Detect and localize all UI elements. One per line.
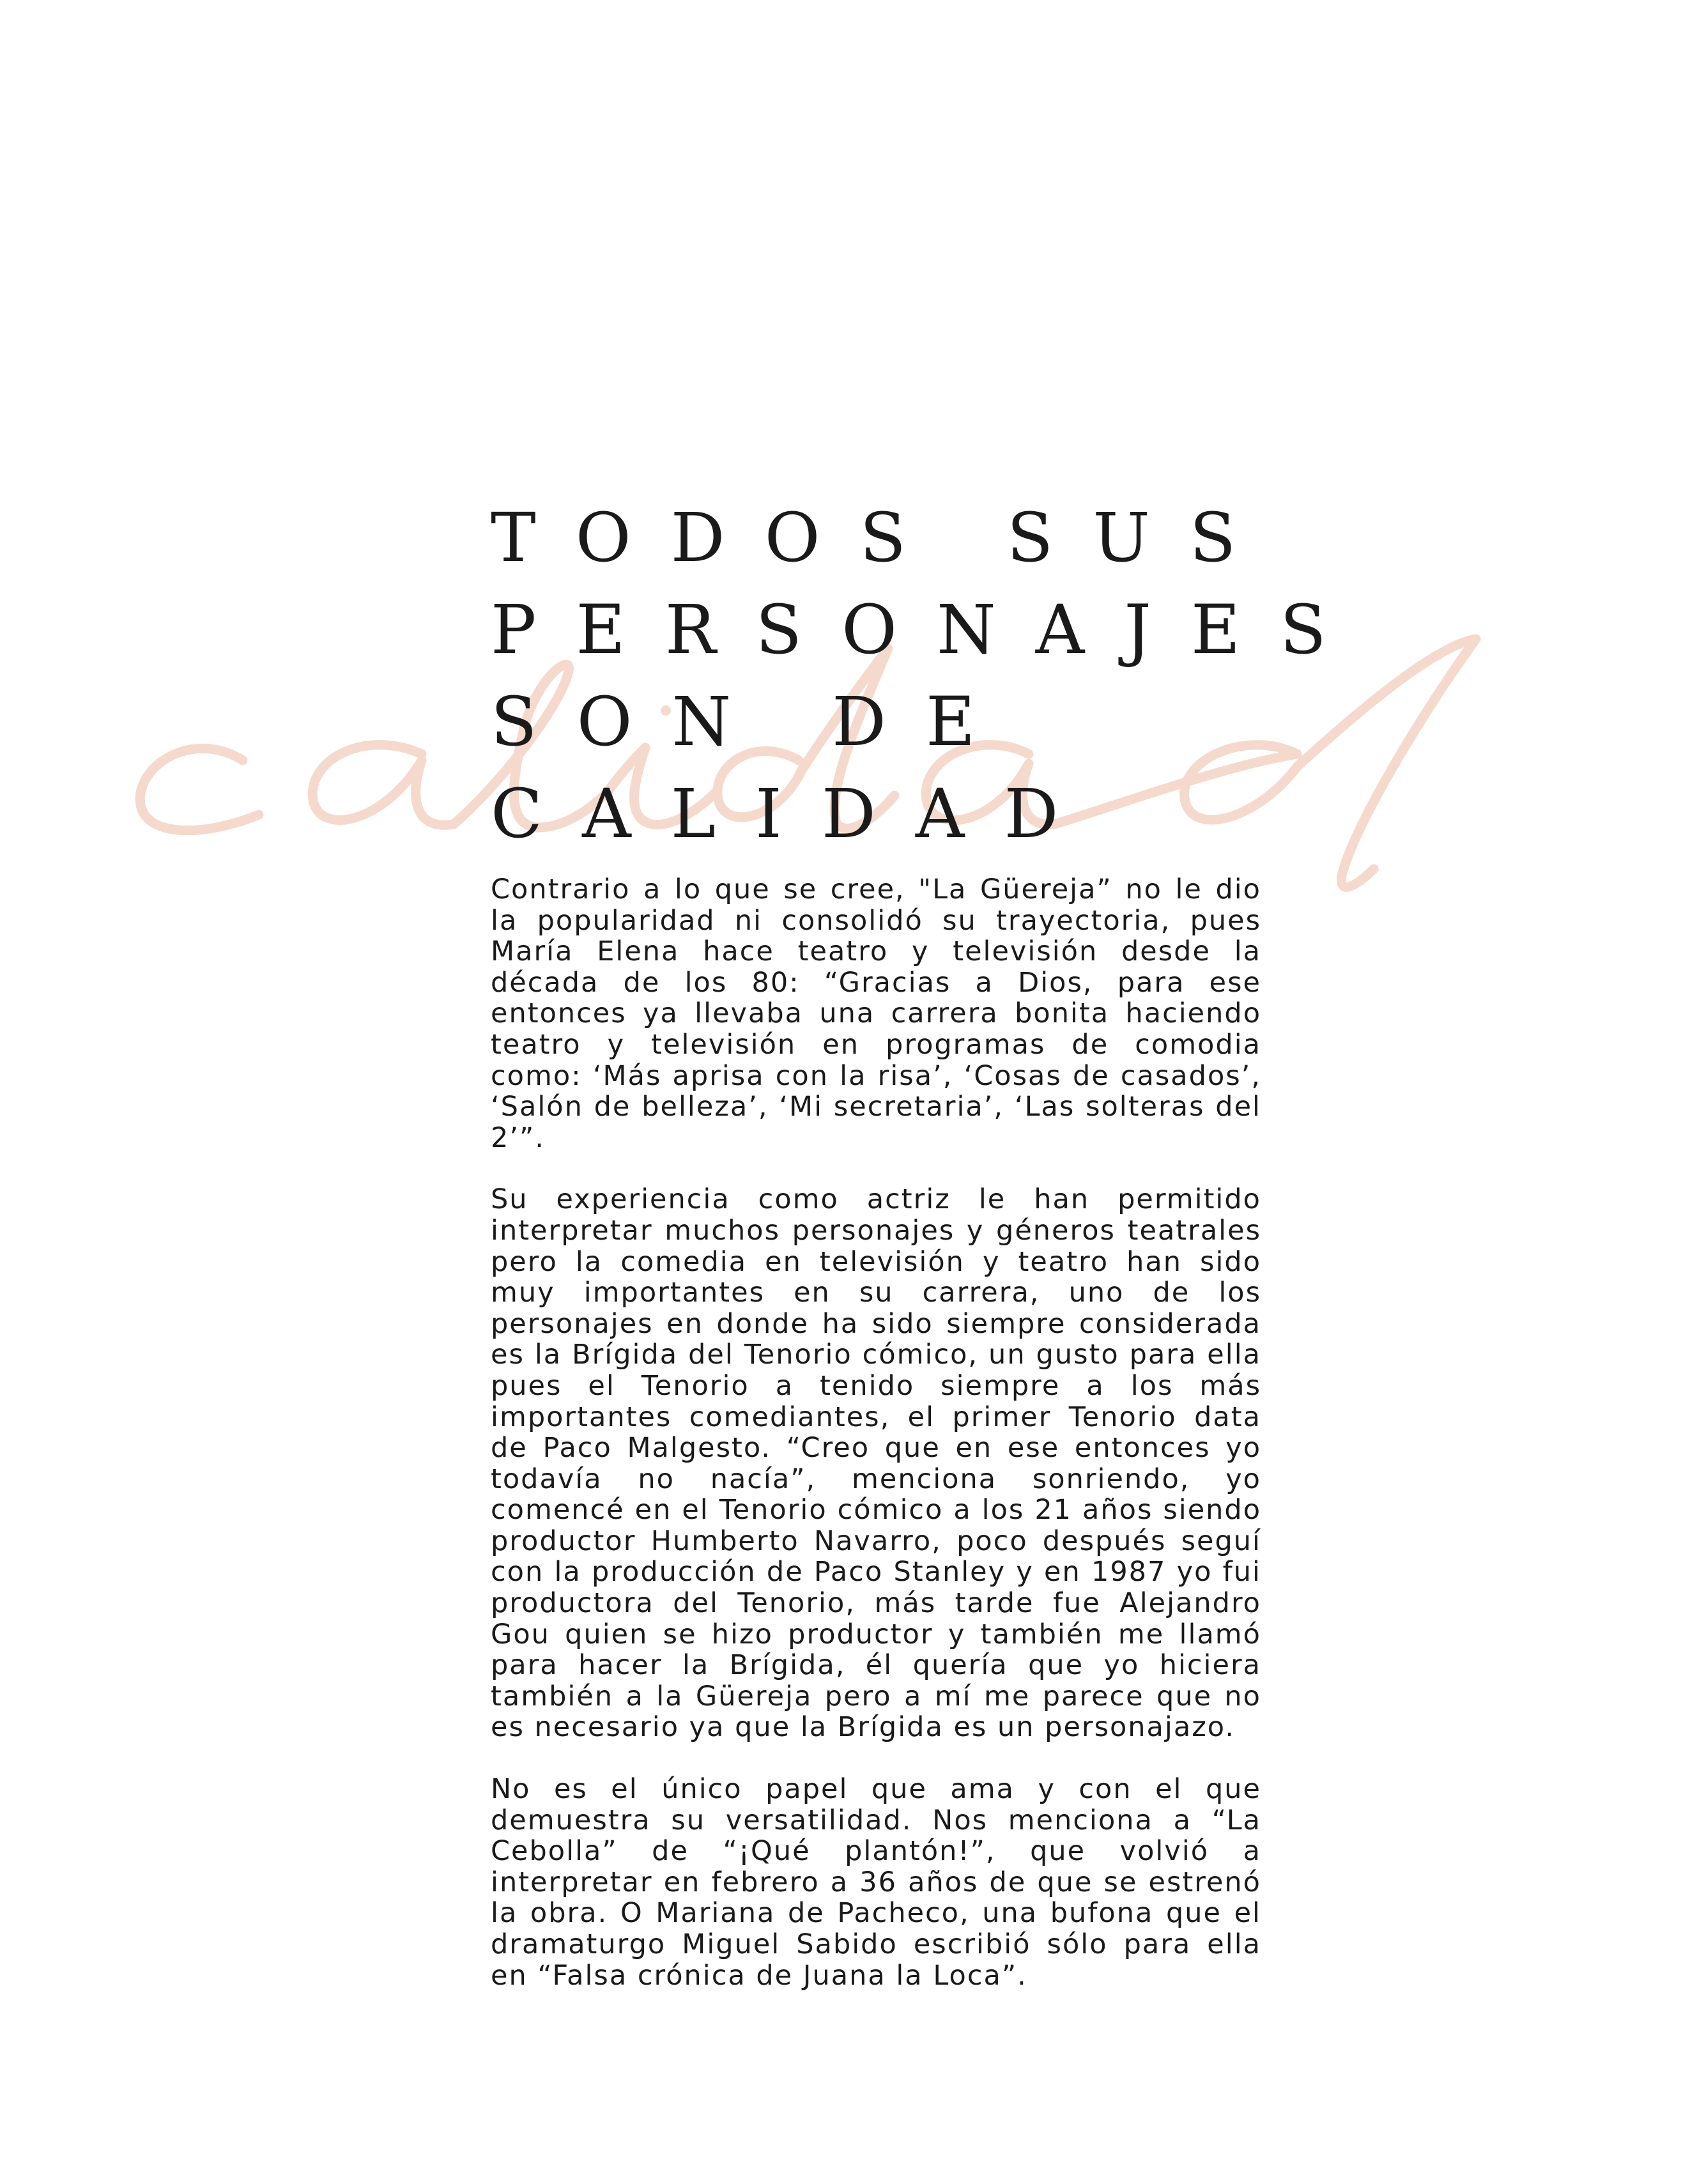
headline-line: SON DE [491, 682, 1015, 761]
paragraph: No es el único papel que ama y con el que demuestra su versatilidad. Nos menciona a “La Cebolla” de “¡Qué plantón!”, que volvió a interpretar en febrero a 36 años de que se estrenó la obra. O Mariana de Pacheco, una bufona que el dramaturgo Miguel Sabido escribió sólo para ella en “Falsa crónica de Juana la Loca”. [491, 1773, 1261, 1992]
paragraph: Su experiencia como actriz le han permitido interpretar muchos personajes y géneros teatrales pero la comedia en televisión y teatro han sido muy importantes en su carrera, uno de los personajes en donde ha sido siempre considerada es la Brígida del Tenorio cómico, un gusto para ella pues el Tenorio a tenido siempre a los más importantes comediantes, el primer Tenorio data de Paco Malgesto. “Creo que en ese entonces yo todavía no nacía”, menciona sonriendo, yo comencé en el Tenorio cómico a los 21 años siendo productor Humberto Navarro, poco después seguí con la producción de Paco Stanley y en 1987 yo fui productora del Tenorio, más tarde fue Alejandro Gou quien se hizo productor y también me llamó para hacer la Brígida, él quería que yo hiciera también a la Güereja pero a mí me parece que no es necesario ya que la Brígida es un personajazo. [491, 1183, 1261, 1744]
headline-line: CALIDAD [491, 774, 1098, 853]
headline-line: PERSONAJES [491, 590, 1366, 669]
paragraph: Contrario a lo que se cree, "La Güereja” no le dio la popularidad ni consolidó su trayectoria, pues María Elena hace teatro y televisión desde la década de los 80: “Gracias a Dios, para ese entonces ya llevaba una carrera bonita haciendo teatro y televisión en programas de comodia como: ‘Más aprisa con la risa’, ‘Cosas de casados’, ‘Salón de belleza’, ‘Mi secretaria’, ‘Las solteras del 2’”. [491, 873, 1261, 1154]
headline-line: TODOS SUS [491, 498, 1276, 577]
article-body [491, 874, 1261, 2022]
headline [491, 492, 1641, 860]
